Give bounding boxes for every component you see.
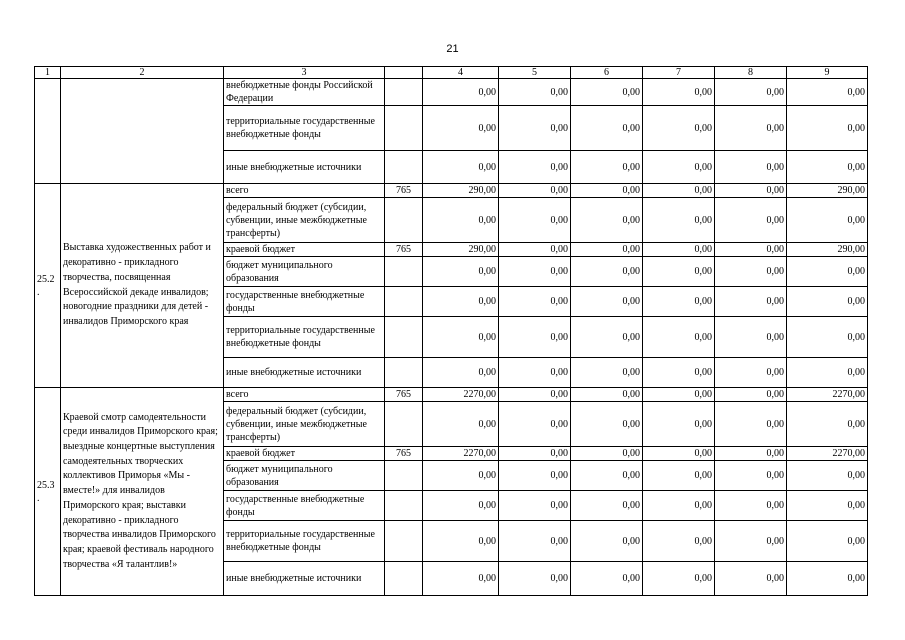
header-cell: 5 [499,67,571,79]
budget-code [385,491,423,521]
funding-source: иные внебюджетные источники [224,151,385,184]
header-cell [385,67,423,79]
budget-code [385,317,423,358]
header-cell: 4 [423,67,499,79]
header-cell: 1 [35,67,61,79]
item-title [61,79,224,184]
amount-cell: 0,00 [423,402,499,447]
funding-source: внебюджетные фонды Российской Федерации [224,79,385,106]
amount-cell: 0,00 [423,521,499,562]
amount-cell: 0,00 [715,106,787,151]
budget-code [385,287,423,317]
amount-cell: 0,00 [643,317,715,358]
amount-cell: 0,00 [499,317,571,358]
amount-cell: 0,00 [499,287,571,317]
budget-code [385,257,423,287]
budget-code: 765 [385,388,423,402]
amount-cell: 0,00 [715,184,787,198]
amount-cell: 0,00 [643,243,715,257]
funding-source: бюджет муниципального образования [224,461,385,491]
amount-cell: 0,00 [499,388,571,402]
budget-code: 765 [385,184,423,198]
amount-cell: 0,00 [715,491,787,521]
amount-cell: 0,00 [571,491,643,521]
amount-cell: 0,00 [499,184,571,198]
amount-cell: 0,00 [787,79,868,106]
amount-cell: 0,00 [715,562,787,596]
funding-source: краевой бюджет [224,243,385,257]
budget-code [385,358,423,388]
budget-code [385,402,423,447]
amount-cell: 0,00 [499,106,571,151]
amount-cell: 0,00 [787,198,868,243]
amount-cell: 0,00 [715,521,787,562]
amount-cell: 0,00 [571,317,643,358]
amount-cell: 0,00 [423,79,499,106]
amount-cell: 0,00 [423,491,499,521]
amount-cell: 0,00 [571,79,643,106]
amount-cell: 0,00 [571,358,643,388]
funding-source: всего [224,388,385,402]
amount-cell: 0,00 [643,79,715,106]
amount-cell: 0,00 [499,491,571,521]
amount-cell: 0,00 [423,358,499,388]
amount-cell: 0,00 [499,562,571,596]
amount-cell: 0,00 [499,402,571,447]
amount-cell: 0,00 [643,287,715,317]
item-title: Выставка художественных работ и декоративно - прикладного творчества, посвященная Всероссийской декаде инвалидов; новогодние праздники для детей - инвалидов Приморского края [61,184,224,388]
budget-code [385,198,423,243]
amount-cell: 0,00 [787,151,868,184]
amount-cell: 0,00 [571,151,643,184]
amount-cell: 2270,00 [787,388,868,402]
budget-code: 765 [385,447,423,461]
amount-cell: 0,00 [787,358,868,388]
amount-cell: 0,00 [571,402,643,447]
amount-cell: 0,00 [643,521,715,562]
amount-cell: 0,00 [715,151,787,184]
amount-cell: 0,00 [643,562,715,596]
amount-cell: 0,00 [643,447,715,461]
amount-cell: 0,00 [787,461,868,491]
funding-source: федеральный бюджет (субсидии, субвенции, иные межбюджетные трансферты) [224,402,385,447]
funding-source: федеральный бюджет (субсидии, субвенции, иные межбюджетные трансферты) [224,198,385,243]
amount-cell: 0,00 [499,447,571,461]
amount-cell: 0,00 [423,461,499,491]
funding-source: бюджет муниципального образования [224,257,385,287]
table-row [35,79,868,106]
amount-cell: 0,00 [571,106,643,151]
item-number: 25.2 . [35,184,61,388]
amount-cell: 0,00 [643,358,715,388]
amount-cell: 0,00 [423,562,499,596]
item-title: Краевой смотр самодеятельности среди инвалидов Приморского края; выездные концертные выступления самодеятельных творческих коллективов Приморья «Мы - вместе!» для инвалидов Приморского края; выставки декоративно - прикладного творчества инвалидов Приморского края; краевой фестиваль народного творчества «Я талантлив!» [61,388,224,596]
table-row [35,184,868,198]
header-cell: 8 [715,67,787,79]
amount-cell: 0,00 [715,402,787,447]
amount-cell: 0,00 [499,198,571,243]
funding-source: иные внебюджетные источники [224,358,385,388]
budget-code [385,521,423,562]
amount-cell: 0,00 [499,358,571,388]
amount-cell: 0,00 [499,79,571,106]
amount-cell: 0,00 [715,388,787,402]
amount-cell: 290,00 [787,184,868,198]
amount-cell: 0,00 [715,243,787,257]
budget-table [34,66,868,596]
amount-cell: 290,00 [787,243,868,257]
amount-cell: 290,00 [423,184,499,198]
item-number: 25.3 . [35,388,61,596]
amount-cell: 0,00 [643,461,715,491]
amount-cell: 0,00 [643,151,715,184]
amount-cell: 0,00 [715,317,787,358]
amount-cell: 0,00 [499,521,571,562]
amount-cell: 0,00 [715,287,787,317]
amount-cell: 290,00 [423,243,499,257]
amount-cell: 0,00 [787,106,868,151]
table-row [35,388,868,402]
header-cell: 9 [787,67,868,79]
amount-cell: 0,00 [715,198,787,243]
amount-cell: 0,00 [571,562,643,596]
funding-source: государственные внебюджетные фонды [224,287,385,317]
header-cell: 2 [61,67,224,79]
amount-cell: 0,00 [643,257,715,287]
funding-source: иные внебюджетные источники [224,562,385,596]
budget-code [385,79,423,106]
amount-cell: 0,00 [643,106,715,151]
budget-code [385,106,423,151]
amount-cell: 0,00 [423,317,499,358]
amount-cell: 2270,00 [423,447,499,461]
funding-source: всего [224,184,385,198]
amount-cell: 0,00 [571,184,643,198]
amount-cell: 0,00 [643,388,715,402]
budget-code [385,151,423,184]
amount-cell: 0,00 [423,151,499,184]
amount-cell: 0,00 [787,562,868,596]
funding-source: территориальные государственные внебюджетные фонды [224,317,385,358]
amount-cell: 0,00 [499,257,571,287]
amount-cell: 0,00 [571,198,643,243]
amount-cell: 0,00 [423,287,499,317]
amount-cell: 0,00 [787,402,868,447]
amount-cell: 0,00 [787,521,868,562]
amount-cell: 0,00 [423,106,499,151]
budget-code [385,461,423,491]
amount-cell: 0,00 [787,317,868,358]
amount-cell: 0,00 [787,491,868,521]
amount-cell: 0,00 [423,198,499,243]
amount-cell: 0,00 [643,198,715,243]
amount-cell: 0,00 [499,243,571,257]
amount-cell: 0,00 [715,257,787,287]
budget-code: 765 [385,243,423,257]
funding-source: территориальные государственные внебюджетные фонды [224,106,385,151]
amount-cell: 0,00 [643,491,715,521]
amount-cell: 0,00 [571,388,643,402]
amount-cell: 0,00 [499,151,571,184]
page-number: 21 [446,43,459,55]
header-cell: 7 [643,67,715,79]
funding-source: государственные внебюджетные фонды [224,491,385,521]
amount-cell: 0,00 [571,521,643,562]
header-cell: 6 [571,67,643,79]
item-number [35,79,61,184]
funding-source: территориальные государственные внебюджетные фонды [224,521,385,562]
amount-cell: 2270,00 [423,388,499,402]
amount-cell: 0,00 [643,184,715,198]
amount-cell: 0,00 [571,243,643,257]
amount-cell: 0,00 [787,257,868,287]
amount-cell: 0,00 [571,461,643,491]
amount-cell: 2270,00 [787,447,868,461]
amount-cell: 0,00 [571,257,643,287]
amount-cell: 0,00 [571,447,643,461]
amount-cell: 0,00 [571,287,643,317]
header-row [35,67,868,79]
amount-cell: 0,00 [499,461,571,491]
amount-cell: 0,00 [423,257,499,287]
amount-cell: 0,00 [715,358,787,388]
amount-cell: 0,00 [715,447,787,461]
amount-cell: 0,00 [787,287,868,317]
budget-code [385,562,423,596]
amount-cell: 0,00 [715,79,787,106]
funding-source: краевой бюджет [224,447,385,461]
amount-cell: 0,00 [643,402,715,447]
amount-cell: 0,00 [715,461,787,491]
header-cell: 3 [224,67,385,79]
